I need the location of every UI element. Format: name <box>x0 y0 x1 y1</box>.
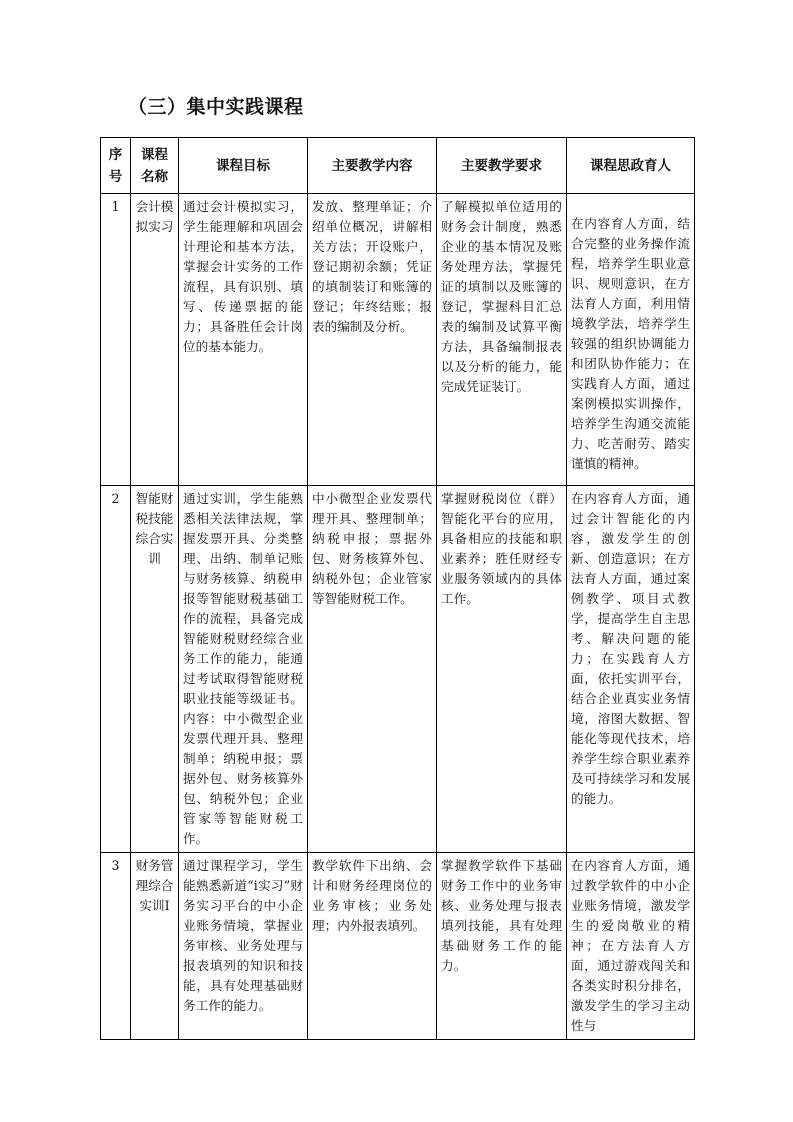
header-main-content: 主要教学内容 <box>308 138 437 194</box>
main-requirement: 掌握财税岗位（群）智能化平台的应用，具备相应的技能和职业素养；胜任财经专业服务领域内的具体工作。 <box>437 486 567 853</box>
table-header-row <box>101 138 695 194</box>
header-course-name: 课程名称 <box>131 138 179 194</box>
table-row <box>101 853 695 1040</box>
course-goal: 通过课程学习，学生能熟悉新道“i实习”财务实习平台的中小企业账务情境，掌握业务审核、业务处理与报表填列的知识和技能，具有处理基础财务工作的能力。 <box>179 853 308 1040</box>
course-goal: 通过实训，学生能熟悉相关法律法规，掌握发票开具、分类整理、出纳、制单记账与财务核算、纳税申报等智能财税基础工作的流程，具备完成智能财税财经综合业务工作的能力，能通过考试取得智能财税职业技能等级证书。内容：中小微型企业发票代理开具、整理制单；纳税申报；票据外包、财务核算外包、纳税外包；企业管家等智能财税工作。 <box>179 486 308 853</box>
table-row <box>101 486 695 853</box>
table-row <box>101 194 695 486</box>
ideology: 在内容育人方面，结合完整的业务操作流程，培养学生职业意识、规则意识，在方法育人方面，利用情境教学法，培养学生较强的组织协调能力和团队协作能力；在实践育人方面，通过案例模拟实训操作，培养学生沟通交流能力、吃苦耐劳、踏实谨慎的精神。 <box>567 194 695 486</box>
course-name: 财务管理综合实训Ⅰ <box>131 853 179 1040</box>
ideology: 在内容育人方面，通过会计智能化的内容，激发学生的创新、创造意识；在方法育人方面，通过案例教学、项目式教学，提高学生自主思考、解决问题的能力；在实践育人方面，依托实训平台，结合企业真实业务情境，溶图大数据、智能化等现代技术，培养学生综合职业素养及可持续学习和发展的能力。 <box>567 486 695 853</box>
main-requirement: 掌握教学软件下基础财务工作中的业务审核、业务处理与报表填列技能，具有处理基础财务工作的能力。 <box>437 853 567 1040</box>
header-index: 序号 <box>101 138 131 194</box>
practice-course-table <box>100 137 695 1040</box>
ideology: 在内容育人方面，通过教学软件的中小企业账务情境，激发学生的爱岗敬业的精神；在方法育人方面，通过游戏闯关和各类实时积分排名，激发学生的学习主动性与 <box>567 853 695 1040</box>
main-content: 教学软件下出纳、会计和财务经理岗位的业务审核；业务处理；内外报表填列。 <box>308 853 437 1040</box>
section-title: （三）集中实践课程 <box>128 96 304 118</box>
main-content: 发放、整理单证；介绍单位概况，讲解相关方法；开设账户，登记期初余额；凭证的填制装订和账簿的登记；年终结账；报表的编制及分析。 <box>308 194 437 486</box>
course-name: 智能财税技能综合实训 <box>131 486 179 853</box>
row-index: 3 <box>101 853 131 1040</box>
row-index: 2 <box>101 486 131 853</box>
header-course-goal: 课程目标 <box>179 138 308 194</box>
main-requirement: 了解模拟单位适用的财务会计制度，熟悉企业的基本情况及账务处理方法，掌握凭证的填制以及账簿的登记，掌握科目汇总表的编制及试算平衡方法，具备编制报表以及分析的能力，能完成凭证装订。 <box>437 194 567 486</box>
course-goal: 通过会计模拟实习，学生能理解和巩固会计理论和基本方法，掌握会计实务的工作流程，具有识别、填写、传递票据的能力；具备胜任会计岗位的基本能力。 <box>179 194 308 486</box>
header-main-requirement: 主要教学要求 <box>437 138 567 194</box>
row-index: 1 <box>101 194 131 486</box>
header-ideology: 课程思政育人 <box>567 138 695 194</box>
course-name: 会计模拟实习 <box>131 194 179 486</box>
main-content: 中小微型企业发票代理开具、整理制单；纳税申报；票据外包、财务核算外包、纳税外包；企业管家等智能财税工作。 <box>308 486 437 853</box>
